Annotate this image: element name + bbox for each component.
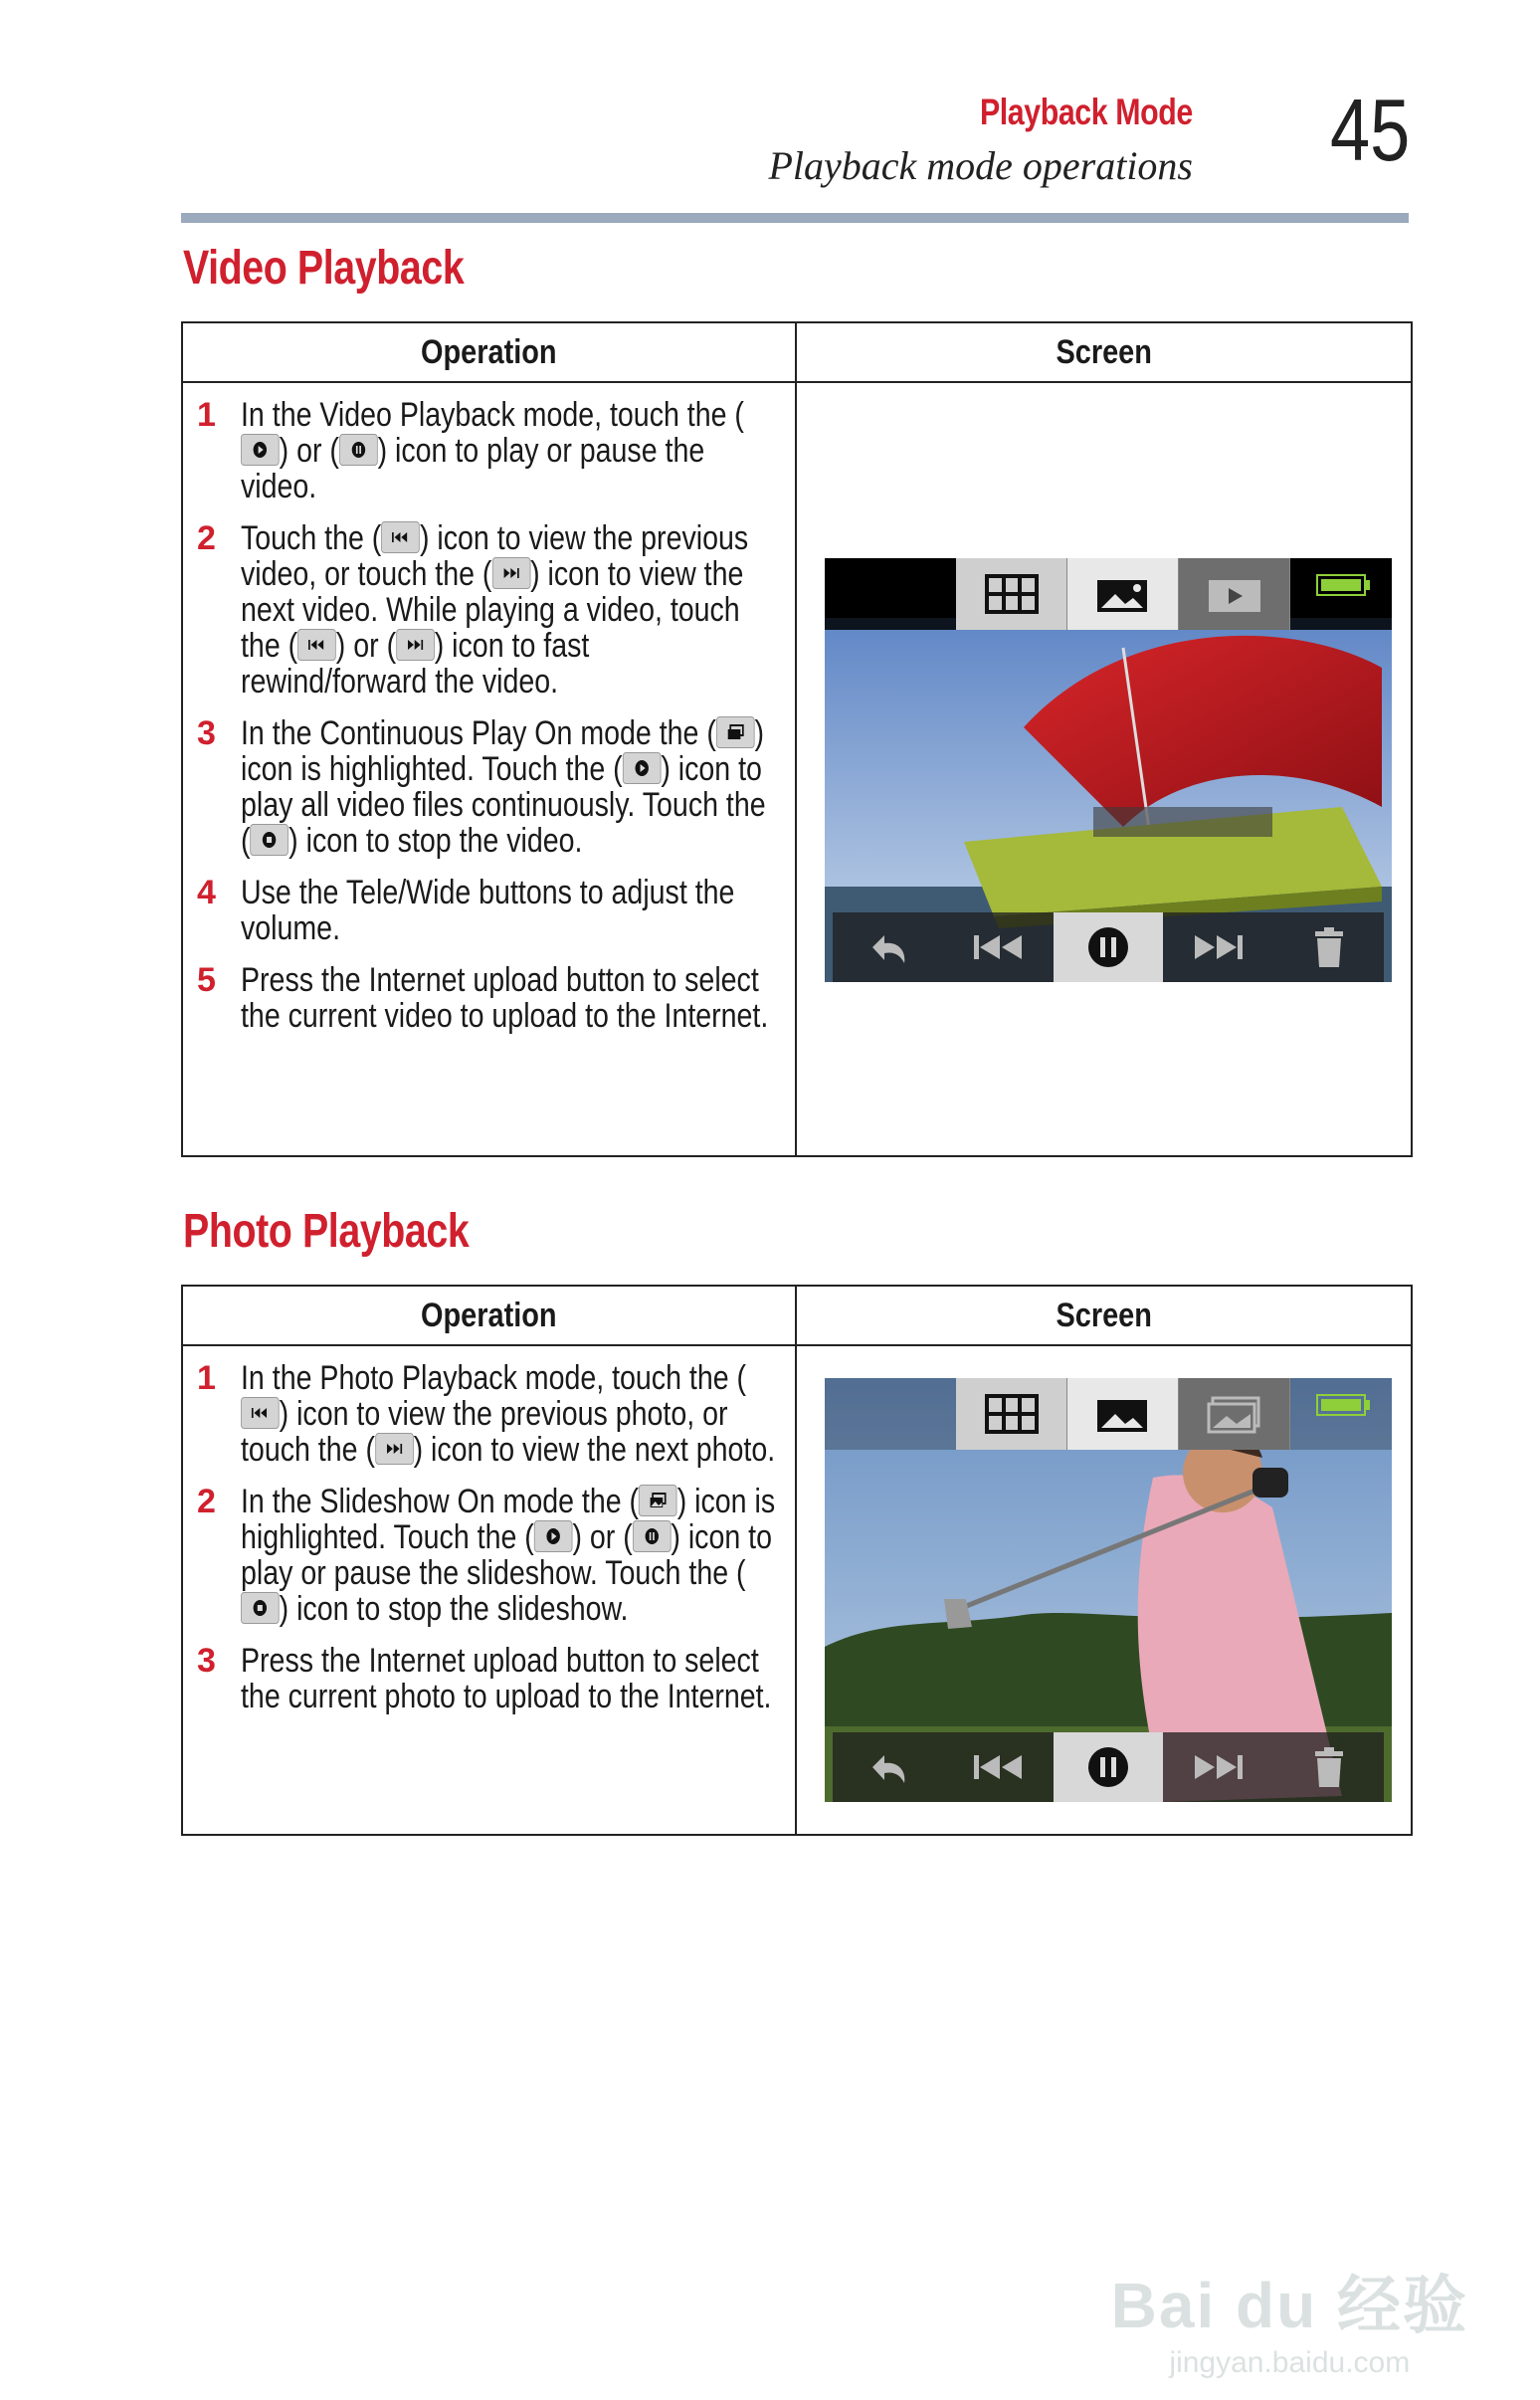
pause-button[interactable] xyxy=(1054,1732,1164,1802)
next-button[interactable] xyxy=(1163,1732,1273,1802)
previous-icon xyxy=(297,629,336,661)
screen-column-header: Screen xyxy=(796,1286,1412,1345)
step-text-run: ) icon is highlighted. Touch the ( xyxy=(241,1483,776,1556)
step-item xyxy=(197,397,784,504)
battery-icon xyxy=(1316,572,1372,598)
battery-icon xyxy=(1316,1392,1372,1418)
film-icon xyxy=(1205,572,1264,616)
step-text xyxy=(241,397,776,504)
mode-tabs xyxy=(956,1378,1290,1450)
step-text-run: ) or ( xyxy=(572,1518,633,1556)
next-icon xyxy=(491,557,530,589)
video-playback-heading: Video Playback xyxy=(183,242,465,295)
pause-icon xyxy=(1086,1745,1130,1789)
step-text-run: ) icon to play or pause the slideshow. Touch the ( xyxy=(241,1518,772,1592)
slideshow-icon xyxy=(1205,1392,1264,1436)
trash-icon xyxy=(1309,925,1349,969)
step-text-run: ) icon to view the previous video, or touch the ( xyxy=(241,519,749,593)
step-number: 1 xyxy=(197,1359,216,1397)
operation-column-header: Operation xyxy=(182,322,796,382)
pause-icon xyxy=(1086,925,1130,969)
video-playback-screenshot xyxy=(825,558,1392,982)
step-text xyxy=(241,875,776,946)
delete-button[interactable] xyxy=(1273,1732,1384,1802)
previous-button[interactable] xyxy=(943,912,1054,982)
header-rule xyxy=(181,213,1409,223)
previous-icon xyxy=(970,1747,1026,1787)
delete-button[interactable] xyxy=(1273,912,1384,982)
next-icon xyxy=(1191,1747,1247,1787)
step-text-run: ) icon to view the next photo. xyxy=(413,1431,776,1469)
back-button[interactable] xyxy=(833,912,943,982)
video-mode-tab[interactable] xyxy=(1067,1378,1179,1450)
slideshow-tab[interactable] xyxy=(1179,1378,1290,1450)
step-item xyxy=(197,715,784,859)
step-text-run: Touch the ( xyxy=(241,519,382,557)
back-button[interactable] xyxy=(833,1732,943,1802)
screen-column-header: Screen xyxy=(796,322,1412,382)
step-text-run: In the Photo Playback mode, touch the ( xyxy=(241,1359,747,1397)
step-number: 5 xyxy=(197,961,216,999)
film-icon xyxy=(1093,1392,1153,1436)
continuous-play-icon xyxy=(716,716,755,748)
next-icon xyxy=(396,629,435,661)
mode-tabs xyxy=(956,558,1290,630)
step-item xyxy=(197,520,784,700)
step-text-run: Use the Tele/Wide buttons to adjust the volume. xyxy=(241,874,735,947)
previous-icon xyxy=(970,927,1026,967)
photo-mode-tab[interactable] xyxy=(1067,558,1179,630)
step-text-run: ) or ( xyxy=(279,432,339,470)
step-text-run: ) icon to view the next video. While playing a video, touch the ( xyxy=(241,555,744,665)
photo-playback-screenshot xyxy=(825,1378,1392,1802)
step-item xyxy=(197,875,784,946)
step-text xyxy=(241,962,776,1034)
watermark xyxy=(1111,2255,1468,2380)
page-number: 45 xyxy=(1330,81,1411,179)
pause-icon xyxy=(633,1520,672,1552)
previous-button[interactable] xyxy=(943,1732,1054,1802)
thumbnail-view-tab[interactable] xyxy=(956,1378,1067,1450)
grid-icon xyxy=(985,574,1039,614)
video-mode-tab[interactable] xyxy=(1179,558,1290,630)
photo-mode-icon xyxy=(1093,572,1153,616)
step-text-run: ) icon to play all video files continuously. Touch the ( xyxy=(241,750,766,860)
step-text-run: ) icon to stop the slideshow. xyxy=(279,1590,629,1628)
step-item xyxy=(197,1643,784,1714)
video-playback-table xyxy=(181,321,1413,1157)
step-item xyxy=(197,1484,784,1627)
previous-icon xyxy=(241,1397,280,1429)
step-number: 2 xyxy=(197,1483,216,1520)
stop-icon xyxy=(251,824,289,856)
photo-screen-cell xyxy=(796,1345,1412,1835)
subsection-title: Playback mode operations xyxy=(768,143,1193,188)
section-title: Playback Mode xyxy=(980,92,1193,132)
return-icon xyxy=(863,927,912,967)
step-text-run: In the Slideshow On mode the ( xyxy=(241,1483,640,1520)
step-text xyxy=(241,1360,776,1468)
step-text-run: ) icon to view the previous photo, or touch the ( xyxy=(241,1395,728,1469)
grid-icon xyxy=(985,1394,1039,1434)
step-text-run: ) icon to play or pause the video. xyxy=(241,432,705,505)
step-text-run: ) or ( xyxy=(335,627,397,665)
playback-control-bar xyxy=(833,912,1384,982)
step-number: 1 xyxy=(197,396,216,434)
video-screen-cell xyxy=(796,382,1412,1156)
previous-icon xyxy=(381,521,420,553)
video-steps-list xyxy=(197,397,784,1050)
step-number: 3 xyxy=(197,714,216,752)
play-icon xyxy=(534,1520,573,1552)
step-text-run: Press the Internet upload button to select the current video to upload to the Internet. xyxy=(241,961,769,1035)
play-icon xyxy=(241,434,280,466)
step-text xyxy=(241,1643,776,1714)
step-text-run: ) icon to stop the video. xyxy=(289,822,583,860)
step-item xyxy=(197,1360,784,1468)
step-text xyxy=(241,520,776,700)
step-text-run: In the Video Playback mode, touch the ( xyxy=(241,396,744,434)
step-number: 3 xyxy=(197,1642,216,1680)
next-button[interactable] xyxy=(1163,912,1273,982)
trash-icon xyxy=(1309,1745,1349,1789)
slideshow-icon xyxy=(639,1485,677,1516)
next-icon xyxy=(375,1433,414,1465)
return-icon xyxy=(863,1747,912,1787)
pause-icon xyxy=(339,434,378,466)
operation-column-header: Operation xyxy=(182,1286,796,1345)
watermark-url: jingyan.baidu.com xyxy=(1169,2346,1411,2379)
pause-button[interactable] xyxy=(1054,912,1164,982)
video-operation-cell xyxy=(182,382,796,1156)
step-text-run: In the Continuous Play On mode the ( xyxy=(241,714,716,752)
step-text xyxy=(241,715,776,859)
step-item xyxy=(197,962,784,1034)
stop-icon xyxy=(241,1592,280,1624)
playback-control-bar xyxy=(833,1732,1384,1802)
next-icon xyxy=(1191,927,1247,967)
photo-steps-list xyxy=(197,1360,784,1730)
step-text-run: ) icon is highlighted. Touch the ( xyxy=(241,714,765,788)
play-icon xyxy=(623,752,662,784)
photo-operation-cell xyxy=(182,1345,796,1835)
step-number: 4 xyxy=(197,874,216,911)
photo-playback-heading: Photo Playback xyxy=(183,1205,470,1258)
step-text xyxy=(241,1484,776,1627)
thumbnail-view-tab[interactable] xyxy=(956,558,1067,630)
watermark-logo: Bai du 经验 xyxy=(1110,2270,1468,2341)
step-number: 2 xyxy=(197,519,216,557)
step-text-run: ) icon to fast rewind/forward the video. xyxy=(241,627,590,700)
step-text-run: Press the Internet upload button to select the current photo to upload to the Internet. xyxy=(241,1642,772,1715)
photo-playback-table xyxy=(181,1285,1413,1836)
